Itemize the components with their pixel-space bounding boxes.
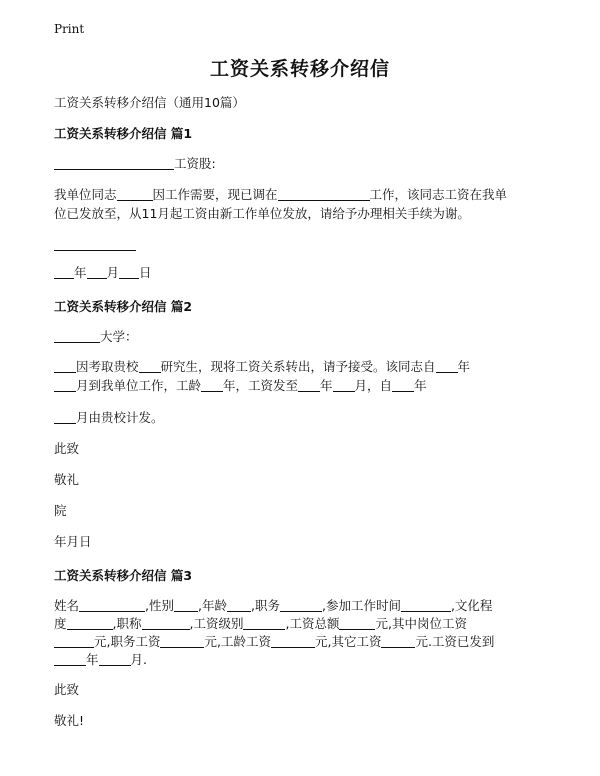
dept-label: 工资股: [174,156,216,171]
section3-row2 [54,615,467,633]
section3-closing1: 此致 [54,682,80,697]
text-span: ,工资总额 [285,616,340,631]
section3-closing2: 敬礼! [54,713,85,728]
section2-body-line2 [54,377,427,395]
blank-field [79,598,145,612]
print-link[interactable]: Print [54,22,85,36]
blank-field [54,156,174,170]
section2-closing4: 年月日 [54,534,92,549]
page-title: 工资关系转移介绍信 [209,58,390,80]
blank-field [278,187,370,201]
text-span: 日 [139,265,152,280]
blank-field [243,616,285,630]
section3-row4 [54,651,147,669]
text-span: ,文化程 [450,598,493,613]
blank-field [67,616,113,630]
section3-row1 [54,597,492,615]
blank-field [117,187,153,201]
text-span: ,性别 [145,598,174,613]
blank-field [54,410,76,424]
blank-field [54,265,74,279]
text-span: 年，工资发至 [223,378,299,393]
section2-closing2: 敬礼 [54,472,80,487]
signature-blank [54,249,136,251]
section2-body-line1 [54,358,470,376]
blank-field [298,378,320,392]
section1-body-line1 [54,186,507,204]
blank-field [99,652,131,666]
document-subtitle: 工资关系转移介绍信（通用10篇） [54,95,245,110]
blank-field [119,265,139,279]
text-span: ,年龄 [198,598,227,613]
blank-field [339,616,375,630]
section3-row3 [54,633,494,651]
text-span: ,职称 [112,616,142,631]
section1-heading: 工资关系转移介绍信 篇1 [54,126,193,141]
section2-heading: 工资关系转移介绍信 篇2 [54,299,193,314]
blank-field [160,634,204,648]
text-span: 元,职务工资 [94,634,161,649]
blank-field [201,378,223,392]
blank-field [54,329,100,343]
text-span: 我单位同志 [54,187,117,202]
blank-field [392,378,414,392]
section2-body-line3 [54,409,164,427]
blank-field [271,634,315,648]
blank-field [54,378,76,392]
text-span: 年 [457,359,471,374]
section1-body-line2: 位已发放至，从11月起工资由新工作单位发放，请给予办理相关手续为谢。 [54,206,470,221]
text-span: ,参加工作时间 [321,598,401,613]
text-span: 大学： [100,329,138,344]
text-span: 度 [54,616,67,631]
blank-field [280,598,322,612]
blank-field [54,652,86,666]
section2-closing3: 院 [54,503,67,518]
blank-field [87,265,107,279]
blank-field [139,359,161,373]
text-span: 月，自 [354,378,393,393]
blank-field [436,359,458,373]
text-span: 研究生，现将工资关系转出，请予接受。该同志自 [160,359,436,374]
blank-field [333,378,355,392]
text-span: 年 [320,378,333,393]
section1-date-line [54,264,152,282]
blank-field [142,616,190,630]
section2-closing1: 此致 [54,441,80,456]
text-span: ,工资级别 [189,616,244,631]
text-span: 月 [106,265,120,280]
text-span: 元,工龄工资 [204,634,271,649]
text-span: 因工作需要，现已调在 [152,187,278,202]
blank-field [174,598,198,612]
text-span: 元,其它工资 [314,634,382,649]
text-span: 月由贵校计发。 [76,410,164,425]
text-span: 年 [86,652,99,667]
blank-field [401,598,451,612]
text-span: 年 [414,378,427,393]
section3-heading: 工资关系转移介绍信 篇3 [54,568,193,583]
blank-field [54,359,76,373]
blank-field [54,634,94,648]
text-span: 姓名 [54,598,80,613]
section1-dept-line [54,155,216,173]
text-span: 因考取贵校 [76,359,139,374]
blank-field [381,634,415,648]
text-span: 月到我单位工作，工龄 [76,378,202,393]
text-span: 年 [74,265,87,280]
blank-field [227,598,251,612]
text-span: 月. [130,652,147,667]
section2-university-line [54,328,138,346]
text-span: ,职务 [250,598,280,613]
text-span: 元,其中岗位工资 [375,616,467,631]
text-span: 元.工资已发到 [415,634,495,649]
text-span: 工作，该同志工资在我单 [369,187,508,202]
